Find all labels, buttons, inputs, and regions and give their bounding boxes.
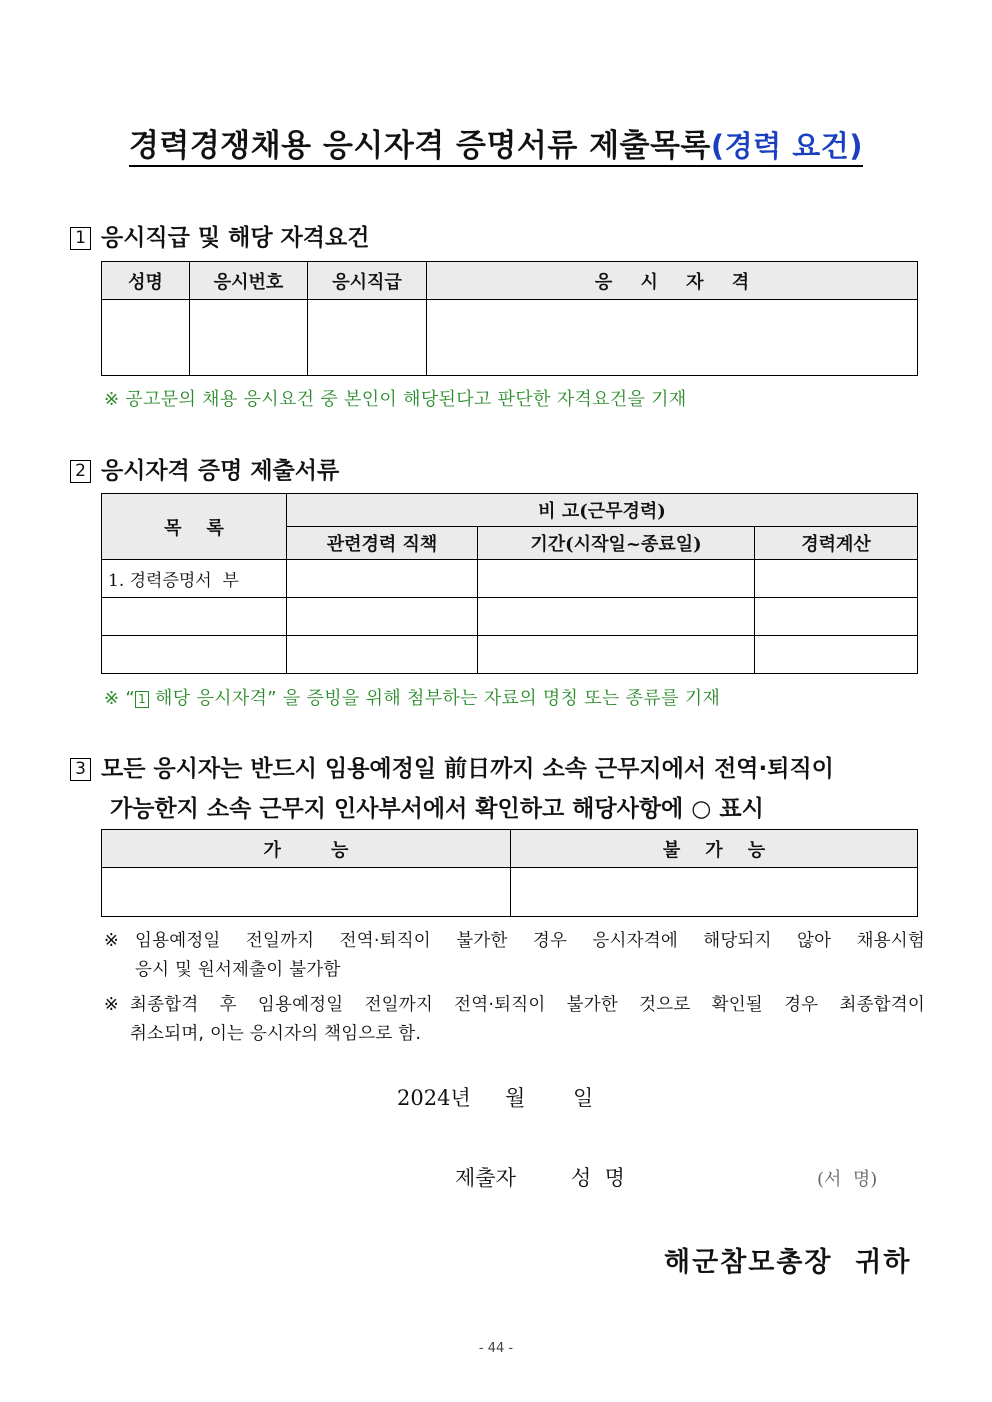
section3-note2-line2: 취소되며, 이는 응시자의 책임으로 함.: [130, 1024, 422, 1044]
section3-note1-mark: ※: [104, 931, 119, 951]
section2-note-text: 해당 응시자격” 을 증빙을 위해 첨부하는 자료의 명칭 또는 종류를 기재: [149, 688, 721, 709]
section3-note2-line1: 최종합격 후 임용예정일 전일까지 전역·퇴직이 불가한 것으로 확인될 경우 최종합격이: [130, 995, 925, 1015]
section2-note: [104, 684, 720, 710]
section1-heading: [70, 219, 369, 252]
date-year: 2024년: [397, 1086, 471, 1110]
documents-table: [101, 493, 918, 674]
section3-note2-mark: ※: [104, 995, 119, 1015]
row3-item[interactable]: [102, 636, 287, 674]
cell-qualification[interactable]: [427, 300, 918, 376]
section2-heading: [70, 452, 339, 485]
section1-number: 1: [70, 227, 91, 250]
availability-table: [101, 829, 918, 917]
row2-position[interactable]: [287, 598, 478, 636]
page-number: - 44 -: [478, 1341, 514, 1356]
cell-name[interactable]: [102, 300, 190, 376]
row3-period[interactable]: [478, 636, 755, 674]
row3-position[interactable]: [287, 636, 478, 674]
row1-position[interactable]: [287, 560, 478, 598]
section2-heading-text: 응시자격 증명 제출서류: [101, 458, 340, 484]
cell-impossible[interactable]: [511, 868, 918, 917]
header-position: 관련경력 직책: [287, 527, 478, 560]
date-day: 일: [573, 1086, 594, 1110]
header-name: 성명: [102, 262, 190, 300]
cell-exam-grade[interactable]: [308, 300, 427, 376]
header-item-list: 목 록: [102, 494, 287, 560]
section3-line2: 가능한지 소속 근무지 인사부서에서 확인하고 해당사항에 ○ 표시: [110, 796, 764, 822]
section3-heading: [70, 750, 834, 783]
row1-item: 1. 경력증명서 부: [102, 560, 287, 598]
cell-exam-number[interactable]: [190, 300, 308, 376]
section2-note-number: 1: [135, 691, 149, 708]
header-possible: 가 능: [102, 830, 511, 868]
section3-note1-line2: 응시 및 원서제출이 불가함: [135, 960, 341, 980]
section3-line1: 모든 응시자는 반드시 임용예정일 前日까지 소속 근무지에서 전역·퇴직이: [101, 756, 834, 782]
section3-note1-line1: 임용예정일 전일까지 전역·퇴직이 불가한 경우 응시자격에 해당되지 않아 채용시험: [135, 931, 925, 951]
title-accent: (경력 요건): [710, 129, 864, 163]
row1-career-calc[interactable]: [755, 560, 918, 598]
date-month: 월: [505, 1086, 526, 1110]
submitter-label: 제출자: [455, 1166, 516, 1190]
header-exam-number: 응시번호: [190, 262, 308, 300]
section3-number: 3: [70, 758, 91, 781]
header-period: 기간(시작일~종료일): [478, 527, 755, 560]
cell-possible[interactable]: [102, 868, 511, 917]
page-title: [0, 120, 992, 165]
section2-number: 2: [70, 460, 91, 483]
signature-placeholder: (서 명): [817, 1169, 878, 1190]
header-remark: 비 고(근무경력): [287, 494, 918, 527]
header-exam-grade: 응시직급: [308, 262, 427, 300]
submitter-name-label: 성 명: [571, 1166, 625, 1190]
header-career-calc: 경력계산: [755, 527, 918, 560]
row1-period[interactable]: [478, 560, 755, 598]
title-main: 경력경쟁채용 응시자격 증명서류 제출목록: [128, 128, 711, 164]
row2-period[interactable]: [478, 598, 755, 636]
section1-note: ※ 공고문의 채용 응시요건 중 본인이 해당된다고 판단한 자격요건을 기재: [104, 389, 687, 410]
section1-heading-text: 응시직급 및 해당 자격요건: [101, 225, 370, 251]
row3-career-calc[interactable]: [755, 636, 918, 674]
header-impossible: 불 가 능: [511, 830, 918, 868]
section2-note-prefix: ※ “: [104, 688, 136, 709]
recipient: 해군참모총장 귀하: [664, 1247, 912, 1278]
header-qualification: 응 시 자 격: [427, 262, 918, 300]
row2-item[interactable]: [102, 598, 287, 636]
qualification-table: [101, 261, 918, 376]
row2-career-calc[interactable]: [755, 598, 918, 636]
